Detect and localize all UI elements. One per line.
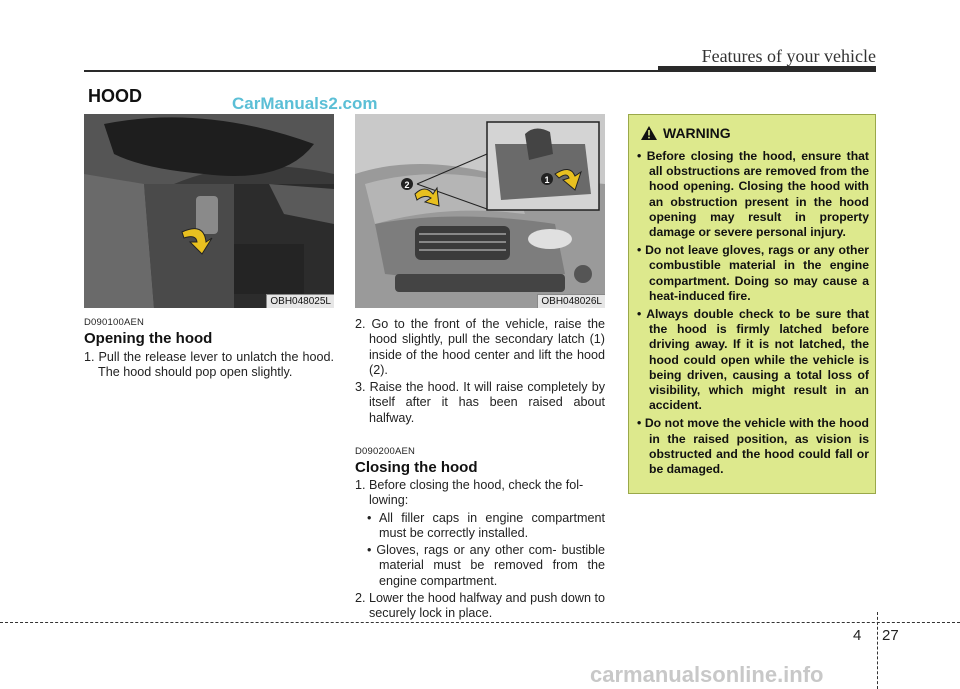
warning-item: • Do not leave gloves, rags or any other combustible material in the engine compartment. Doing so may cause a heat-induced fire. xyxy=(637,243,869,303)
callout-2 xyxy=(401,178,413,190)
figure-hood-latch xyxy=(355,114,605,308)
bullet-text: • Gloves, rags or any other com- bustible material must be removed from the engine compartment. xyxy=(367,543,605,588)
closing-steps xyxy=(355,478,605,622)
warning-list xyxy=(637,149,869,480)
watermark: CarManuals2.com xyxy=(232,94,378,113)
step-text: 2. Lower the hood halfway and push down to securely lock in place. xyxy=(355,591,605,621)
section-title: HOOD xyxy=(88,86,142,106)
footer-divider xyxy=(877,612,878,689)
section-code: D090100AEN xyxy=(84,317,145,328)
footer-watermark: carmanualsonline.info xyxy=(590,662,824,687)
figure-caption: OBH048025L xyxy=(266,294,334,308)
header-rule-thick xyxy=(658,66,876,72)
warning-item: • Do not move the vehicle with the hood in the raised position, as vision is obstructed and the hood could fall or be damaged. xyxy=(637,416,869,477)
warning-title: WARNING xyxy=(663,125,731,141)
running-header: Features of your vehicle xyxy=(701,46,876,66)
release-lever-photo xyxy=(84,114,334,308)
warning-item: • Always double check to be sure that the hood is firmly latched before driving away. If it is not latched, the hood could open while the vehicle is being driven, causing a total loss of visibility, which might result in an accident. xyxy=(637,307,869,413)
callout-1 xyxy=(541,173,553,185)
hood-latch-photo xyxy=(355,114,605,308)
step-text: 3. Raise the hood. It will raise completely by itself after it has been raised about halfway. xyxy=(355,380,605,425)
opening-steps xyxy=(84,350,334,381)
step-text: 1. Pull the release lever to unlatch the hood. The hood should pop open slightly. xyxy=(84,350,334,380)
subsection-title: Closing the hood xyxy=(355,459,478,476)
header-rule xyxy=(84,70,658,72)
step-text: 2. Go to the front of the vehicle, raise the hood slightly, pull the secondary latch (1) inside of the hood center and lift the hood (2). xyxy=(355,317,605,377)
step-text: 1. Before closing the hood, check the fol- lowing: xyxy=(355,478,584,508)
svg-text:2: 2 xyxy=(404,180,410,190)
svg-text:1: 1 xyxy=(544,175,550,185)
section-code: D090200AEN xyxy=(355,446,416,457)
footer-rule xyxy=(0,622,960,623)
warning-icon xyxy=(641,126,657,140)
chapter-number: 4 xyxy=(853,627,862,644)
figure-caption: OBH048026L xyxy=(537,294,605,308)
warning-header xyxy=(641,125,731,141)
warning-item: • Before closing the hood, ensure that all obstructions are removed from the hood opening. Closing the hood with an obstruction present in the hood opening may result in property damage or severe personal injury. xyxy=(637,149,869,240)
page-number: 27 xyxy=(882,627,899,644)
subsection-title: Opening the hood xyxy=(84,330,213,347)
opening-steps-continued xyxy=(355,317,605,426)
bullet-text: • All filler caps in engine compartment must be correctly installed. xyxy=(367,510,605,540)
warning-box xyxy=(628,114,876,494)
figure-release-lever xyxy=(84,114,334,308)
